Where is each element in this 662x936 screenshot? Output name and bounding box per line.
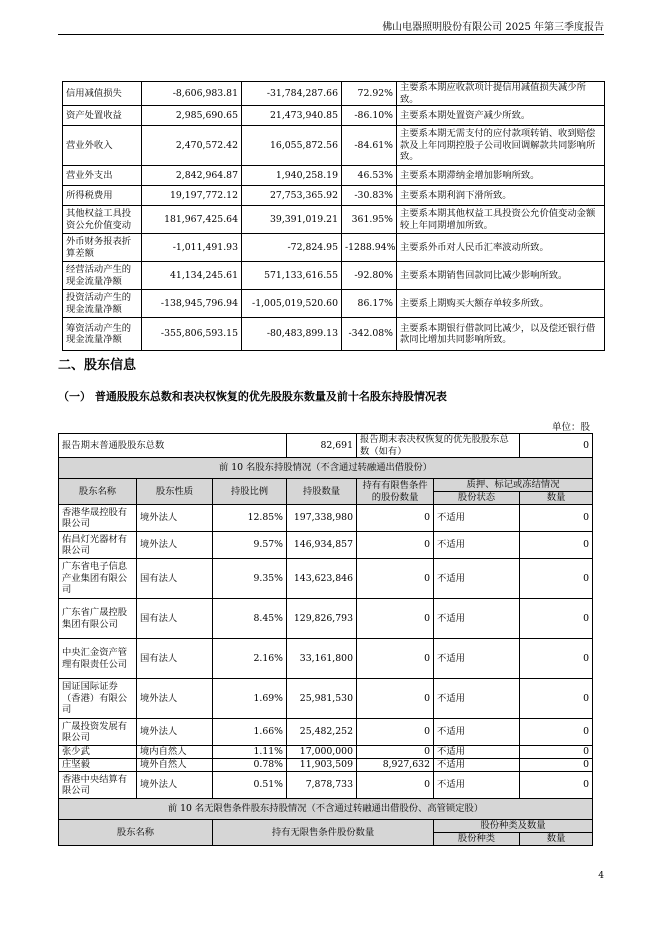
holder-status: 不适用 xyxy=(434,559,520,599)
holder-count: 0 xyxy=(520,772,593,799)
fin-row xyxy=(63,262,605,290)
top10-title-row xyxy=(59,458,593,479)
holder-qty: 129,826,793 xyxy=(287,599,357,639)
holder-nature: 境外法人 xyxy=(137,532,213,559)
fin-change: -30.83% xyxy=(342,186,397,206)
fin-prior: 571,133,616.55 xyxy=(242,262,342,290)
fin-reason: 主要系本期应收款项计提信用减值损失减少所致。 xyxy=(397,82,605,106)
fin-row xyxy=(63,290,605,318)
financial-change-table xyxy=(62,81,605,351)
section-title: 二、股东信息 xyxy=(58,358,137,373)
header-divider xyxy=(58,34,604,35)
holder-nature: 国有法人 xyxy=(137,559,213,599)
shareholder-row xyxy=(59,532,593,559)
holder-restricted: 0 xyxy=(357,639,434,679)
holder-name: 庄坚毅 xyxy=(59,759,137,772)
fin-current: 181,967,425.64 xyxy=(142,206,242,234)
holder-restricted: 0 xyxy=(357,559,434,599)
holder-count: 0 xyxy=(520,759,593,772)
holder-qty: 197,338,980 xyxy=(287,505,357,532)
fin-reason: 主要系本期银行借款同比减少，以及偿还银行借款同比增加共同影响所致。 xyxy=(397,318,605,351)
fin-prior: 1,940,258.19 xyxy=(242,166,342,186)
fin-current: -355,806,593.15 xyxy=(142,318,242,351)
fin-prior: -72,824.95 xyxy=(242,234,342,262)
fin-row xyxy=(63,166,605,186)
holder-qty: 33,161,800 xyxy=(287,639,357,679)
holder-name: 香港中央结算有限公司 xyxy=(59,772,137,799)
fin-prior: -1,005,019,520.60 xyxy=(242,290,342,318)
shareholder-row xyxy=(59,639,593,679)
fin-reason: 主要系本期滞纳金增加影响所致。 xyxy=(397,166,605,186)
top10-title: 前 10 名股东持股情况（不含通过转融通出借股份） xyxy=(59,458,593,479)
holder-ratio: 9.35% xyxy=(213,559,287,599)
holder-nature: 境外法人 xyxy=(137,505,213,532)
shareholder-row xyxy=(59,559,593,599)
holder-count: 0 xyxy=(520,746,593,759)
holder-restricted: 0 xyxy=(357,719,434,746)
holder-nature: 境外法人 xyxy=(137,719,213,746)
total-holders-value: 82,691 xyxy=(287,434,357,458)
fin-prior: 21,473,940.85 xyxy=(242,106,342,126)
shareholder-table xyxy=(58,433,593,846)
fin-row xyxy=(63,82,605,106)
fin-prior: 16,055,872.56 xyxy=(242,126,342,166)
holder-ratio: 12.85% xyxy=(213,505,287,532)
col-status: 股份状态 xyxy=(434,492,520,505)
holder-restricted: 0 xyxy=(357,505,434,532)
fin-item: 其他权益工具投资公允价值变动 xyxy=(63,206,142,234)
fin-change: 72.92% xyxy=(342,82,397,106)
fin-reason: 主要系上期购买大额存单较多所致。 xyxy=(397,290,605,318)
fin-row xyxy=(63,206,605,234)
unres-col-count: 数量 xyxy=(520,833,593,846)
holder-count: 0 xyxy=(520,639,593,679)
fin-row xyxy=(63,318,605,351)
holder-count: 0 xyxy=(520,559,593,599)
fin-current: 2,985,690.65 xyxy=(142,106,242,126)
header-row-1 xyxy=(59,479,593,492)
holder-ratio: 8.45% xyxy=(213,599,287,639)
fin-reason: 主要系本期处置资产减少所致。 xyxy=(397,106,605,126)
fin-row xyxy=(63,126,605,166)
holder-name: 张少武 xyxy=(59,746,137,759)
holder-name: 佑昌灯光器材有限公司 xyxy=(59,532,137,559)
col-ratio: 持股比例 xyxy=(213,479,287,505)
section-subtitle: （一） 普通股股东总数和表决权恢复的优先股股东数量及前十名股东持股情况表 xyxy=(58,390,447,403)
summary-row xyxy=(59,434,593,458)
holder-restricted: 0 xyxy=(357,772,434,799)
holder-restricted: 0 xyxy=(357,746,434,759)
fin-current: 2,842,964.87 xyxy=(142,166,242,186)
fin-reason: 主要系本期无需支付的应付款项转销、收到赔偿款及上年同期控股子公司收回调解款共同影响所致。 xyxy=(397,126,605,166)
total-holders-label: 报告期末普通股股东总数 xyxy=(59,434,287,458)
holder-ratio: 1.69% xyxy=(213,679,287,719)
col-pledge: 质押、标记或冻结情况 xyxy=(434,479,593,492)
pref-holders-value: 0 xyxy=(520,434,593,458)
holder-count: 0 xyxy=(520,532,593,559)
col-name: 股东名称 xyxy=(59,479,137,505)
holder-ratio: 0.51% xyxy=(213,772,287,799)
holder-ratio: 1.11% xyxy=(213,746,287,759)
fin-item: 营业外收入 xyxy=(63,126,142,166)
col-qty: 持股数量 xyxy=(287,479,357,505)
page-header: 佛山电器照明股份有限公司 2025 年第三季度报告 xyxy=(382,22,604,33)
col-count: 数量 xyxy=(520,492,593,505)
shareholder-row xyxy=(59,772,593,799)
holder-nature: 国有法人 xyxy=(137,639,213,679)
holder-name: 广东省电子信息产业集团有限公司 xyxy=(59,559,137,599)
col-nature: 股东性质 xyxy=(137,479,213,505)
holder-qty: 17,000,000 xyxy=(287,746,357,759)
fin-change: 361.95% xyxy=(342,206,397,234)
unres-col-qty: 持有无限售条件股份数量 xyxy=(213,820,434,846)
fin-current: 41,134,245.61 xyxy=(142,262,242,290)
holder-status: 不适用 xyxy=(434,639,520,679)
page-number: 4 xyxy=(598,871,604,881)
holder-restricted: 0 xyxy=(357,532,434,559)
fin-current: -138,945,796.94 xyxy=(142,290,242,318)
holder-count: 0 xyxy=(520,719,593,746)
fin-reason: 主要系本期销售回款同比减少影响所致。 xyxy=(397,262,605,290)
holder-count: 0 xyxy=(520,505,593,532)
fin-prior: 27,753,365.92 xyxy=(242,186,342,206)
fin-item: 投资活动产生的现金流量净额 xyxy=(63,290,142,318)
unres-col-type: 股份种类及数量 xyxy=(434,820,593,833)
holder-status: 不适用 xyxy=(434,599,520,639)
shareholder-row xyxy=(59,599,593,639)
shareholder-row xyxy=(59,746,593,759)
unres-title-row xyxy=(59,799,593,820)
holder-restricted: 0 xyxy=(357,599,434,639)
holder-count: 0 xyxy=(520,679,593,719)
fin-item: 经营活动产生的现金流量净额 xyxy=(63,262,142,290)
holder-status: 不适用 xyxy=(434,679,520,719)
shareholder-row xyxy=(59,505,593,532)
fin-reason: 主要系本期其他权益工具投资公允价值变动金额较上年同期增加所致。 xyxy=(397,206,605,234)
fin-change: -84.61% xyxy=(342,126,397,166)
holder-name: 香港华晟控股有限公司 xyxy=(59,505,137,532)
col-restricted: 持有有限售条件的股份数量 xyxy=(357,479,434,505)
holder-nature: 境外法人 xyxy=(137,679,213,719)
holder-qty: 146,934,857 xyxy=(287,532,357,559)
fin-row xyxy=(63,186,605,206)
holder-ratio: 2.16% xyxy=(213,639,287,679)
unres-title: 前 10 名无限售条件股东持股情况（不含通过转融通出借股份、高管锁定股） xyxy=(59,799,593,820)
fin-current: -1,011,491.93 xyxy=(142,234,242,262)
holder-status: 不适用 xyxy=(434,719,520,746)
fin-item: 外币财务报表折算差额 xyxy=(63,234,142,262)
fin-current: 19,197,772.12 xyxy=(142,186,242,206)
unres-col-kind: 股份种类 xyxy=(434,833,520,846)
fin-current: 2,470,572.42 xyxy=(142,126,242,166)
fin-item: 筹资活动产生的现金流量净额 xyxy=(63,318,142,351)
holder-status: 不适用 xyxy=(434,505,520,532)
fin-item: 资产处置收益 xyxy=(63,106,142,126)
holder-qty: 143,623,846 xyxy=(287,559,357,599)
holder-status: 不适用 xyxy=(434,759,520,772)
holder-status: 不适用 xyxy=(434,746,520,759)
fin-prior: 39,391,019.21 xyxy=(242,206,342,234)
fin-change: 86.17% xyxy=(342,290,397,318)
holder-status: 不适用 xyxy=(434,532,520,559)
holder-name: 广东省广晟控股集团有限公司 xyxy=(59,599,137,639)
shareholder-row xyxy=(59,759,593,772)
holder-nature: 境外自然人 xyxy=(137,759,213,772)
fin-change: -1288.94% xyxy=(342,234,397,262)
fin-prior: -31,784,287.66 xyxy=(242,82,342,106)
holder-nature: 境外法人 xyxy=(137,772,213,799)
holder-ratio: 1.66% xyxy=(213,719,287,746)
fin-item: 营业外支出 xyxy=(63,166,142,186)
fin-prior: -80,483,899.13 xyxy=(242,318,342,351)
holder-nature: 境内自然人 xyxy=(137,746,213,759)
holder-name: 广晟投资发展有限公司 xyxy=(59,719,137,746)
fin-reason: 主要系外币对人民币汇率波动所致。 xyxy=(397,234,605,262)
holder-qty: 25,482,252 xyxy=(287,719,357,746)
holder-qty: 11,903,509 xyxy=(287,759,357,772)
holder-name: 国证国际证券（香港）有限公司 xyxy=(59,679,137,719)
fin-item: 所得税费用 xyxy=(63,186,142,206)
unit-label: 单位：股 xyxy=(551,422,590,433)
holder-restricted: 8,927,632 xyxy=(357,759,434,772)
shareholder-row xyxy=(59,719,593,746)
fin-change: -342.08% xyxy=(342,318,397,351)
holder-ratio: 9.57% xyxy=(213,532,287,559)
holder-count: 0 xyxy=(520,599,593,639)
fin-change: -92.80% xyxy=(342,262,397,290)
fin-row xyxy=(63,234,605,262)
fin-item: 信用减值损失 xyxy=(63,82,142,106)
unres-col-name: 股东名称 xyxy=(59,820,213,846)
holder-status: 不适用 xyxy=(434,772,520,799)
holder-qty: 7,878,733 xyxy=(287,772,357,799)
holder-qty: 25,981,530 xyxy=(287,679,357,719)
fin-change: 46.53% xyxy=(342,166,397,186)
holder-name: 中央汇金资产管理有限责任公司 xyxy=(59,639,137,679)
fin-current: -8,606,983.81 xyxy=(142,82,242,106)
holder-restricted: 0 xyxy=(357,679,434,719)
shareholder-row xyxy=(59,679,593,719)
fin-change: -86.10% xyxy=(342,106,397,126)
holder-nature: 国有法人 xyxy=(137,599,213,639)
unres-header-row-1 xyxy=(59,820,593,833)
pref-holders-label: 报告期末表决权恢复的优先股股东总数（如有） xyxy=(357,434,520,458)
holder-ratio: 0.78% xyxy=(213,759,287,772)
fin-reason: 主要系本期利润下滑所致。 xyxy=(397,186,605,206)
fin-row xyxy=(63,106,605,126)
